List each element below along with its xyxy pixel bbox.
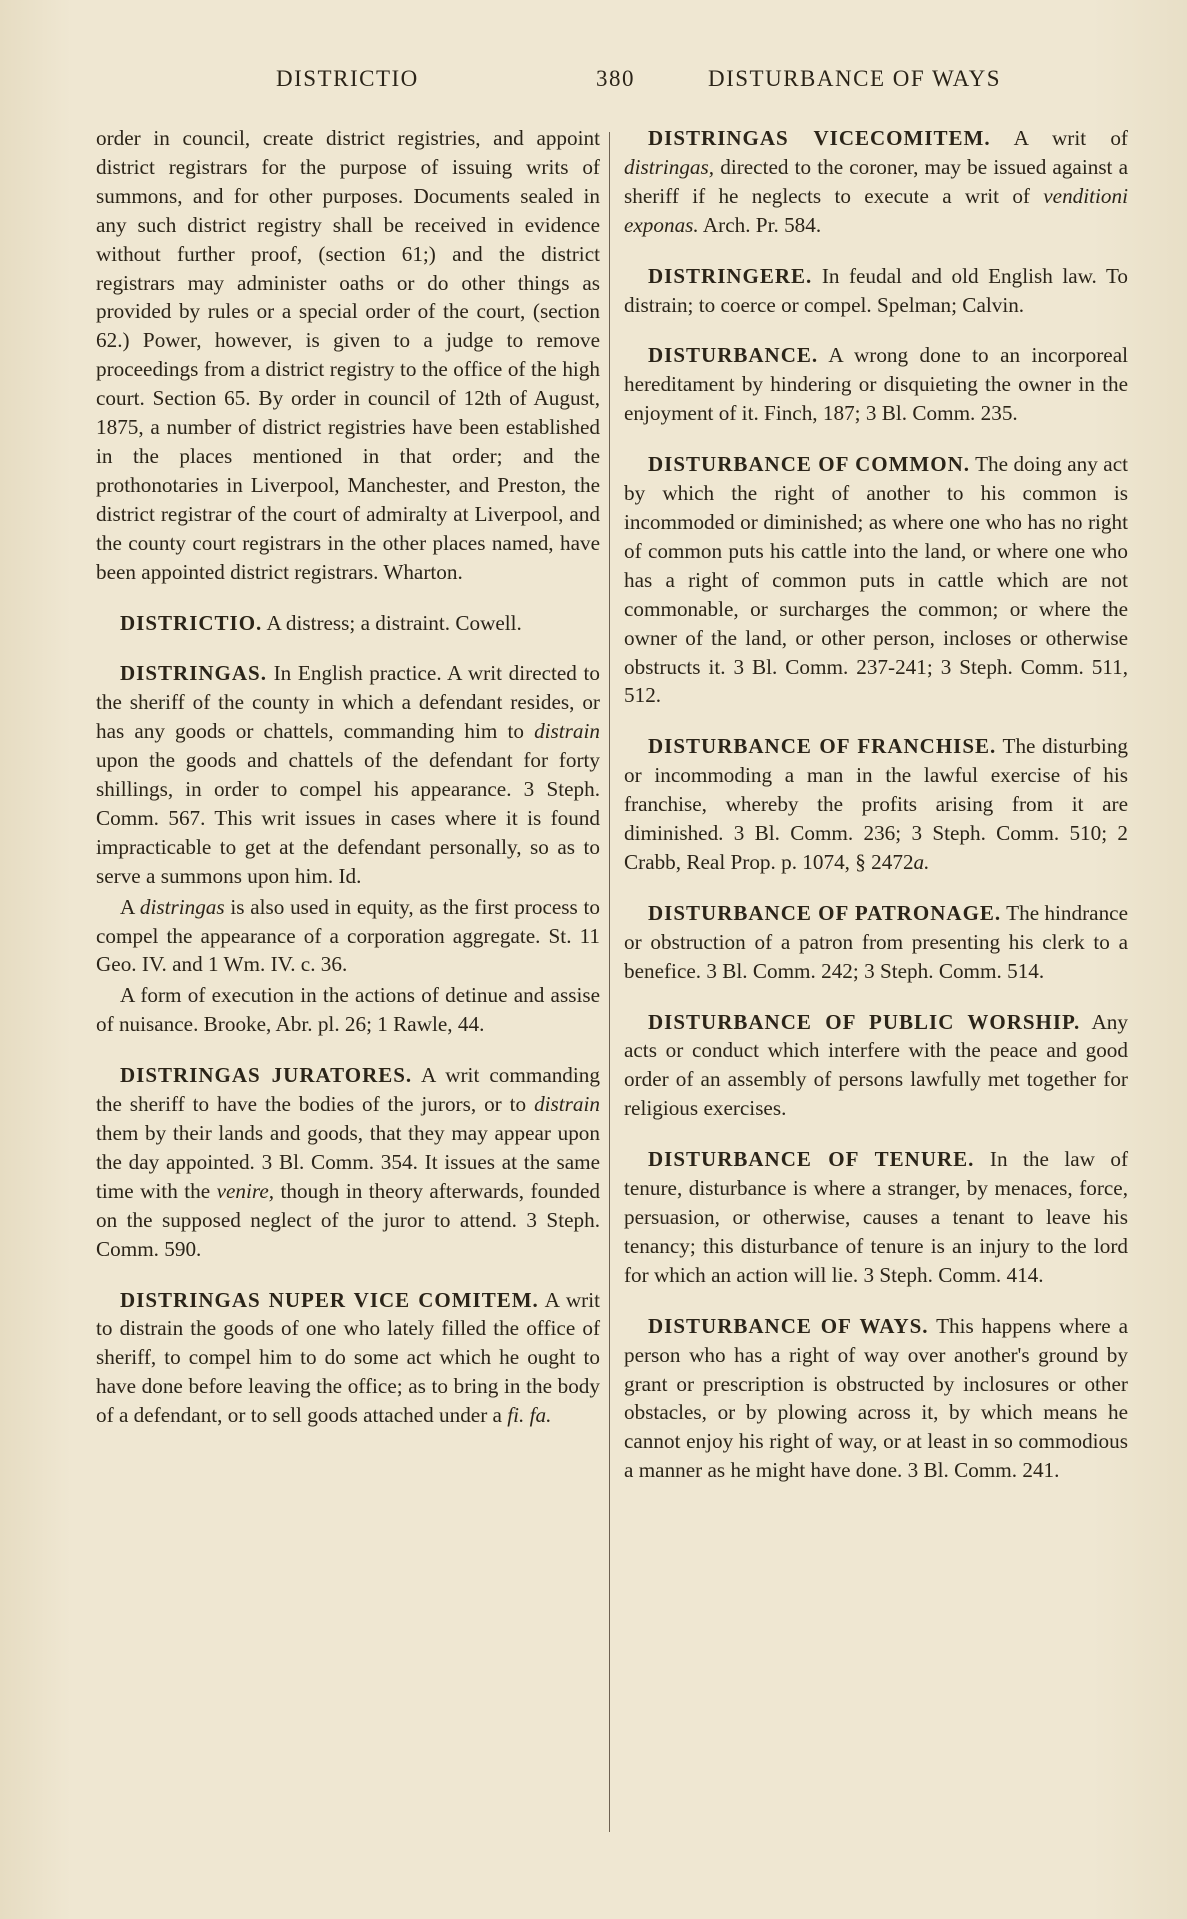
- entry-italic: distrain: [534, 1092, 600, 1117]
- entry-disturbance-of-franchise: [624, 732, 1128, 877]
- continued-paragraph: order in council, create district registries, and appoint district registrars for the purpose of issuing writs of summons, and for other purposes. Documents sealed in any such district registry shall be received in evidence without further proof, (section 61;) and the district registrars may administer oaths or do other things as provided by rules or a special order of the court, (section 62.) Power, however, is given to a judge to remove proceedings from a district registry to the office of the high court. Section 65. By order in council of 12th of August, 1875, a number of district registries have been established in the places mentioned in that order; and the prothonotaries in Liverpool, Manchester, and Preston, the district registrar of the court of admiralty at Liverpool, and the county court registrars in the other places named, have been appointed district registrars. Wharton.: [96, 126, 600, 584]
- entry-definition-cont: though in theory afterwards, founded on the supposed neglect of the juror to attend. 3 Steph. Comm. 590.: [96, 1178, 600, 1261]
- entry-italic: distringas: [139, 894, 225, 919]
- entry-definition: In the law of tenure, disturbance is where a stranger, by menaces, force, persuasion, or otherwise, causes a tenant to leave his tenancy; this disturbance of tenure is an injury to the lord for which an action will lie. 3 Steph. Comm. 414.: [624, 1147, 1129, 1287]
- entry-definition: Any acts or conduct which interfere with the peace and good order of an assembly of persons lawfully met together for religious exercises.: [624, 1009, 1128, 1121]
- entry-definition: A writ commanding the sheriff to have the bodies of the jurors, or to: [96, 1063, 600, 1117]
- entry-definition: The hindrance or obstruction of a patron from presenting his clerk to a benefice. 3 Bl. Comm. 242; 3 Steph. Comm. 514.: [624, 900, 1128, 983]
- entry-definition: A distress; a distraint. Cowell.: [266, 610, 522, 635]
- entry-disturbance-of-common: [624, 450, 1128, 710]
- running-header: [0, 66, 1187, 106]
- entry-distringas-nuper-vice-comitem: [96, 1286, 600, 1431]
- entry-term: DISTRINGAS.: [120, 661, 267, 686]
- entry-italic: venire,: [216, 1178, 275, 1203]
- entry-italic: distringas,: [624, 154, 715, 179]
- entry-definition-cont: Arch. Pr. 584.: [698, 212, 822, 237]
- page-number: 380: [596, 66, 635, 91]
- sub-paragraph-cont: is also used in equity, as the first process to compel the appearance of a corporation aggregate. St. 11 Geo. IV. and 1 Wm. IV. c. 36.: [96, 894, 600, 977]
- entry-term: DISTURBANCE OF WAYS.: [648, 1313, 929, 1338]
- entry-term: DISTURBANCE OF FRANCHISE.: [648, 734, 997, 759]
- entry-term: DISTRINGAS JURATORES.: [120, 1063, 413, 1088]
- entry-italic: a.: [913, 849, 930, 874]
- entry-definition: In English practice. A writ directed to the sheriff of the county in which a defendant resides, or has any goods or chattels, commanding him to: [96, 661, 601, 744]
- entry-distringas-juratores: [96, 1061, 600, 1263]
- entry-disturbance-of-public-worship: [624, 1008, 1128, 1124]
- entry-term: DISTURBANCE OF COMMON.: [648, 452, 970, 477]
- left-column: [96, 124, 600, 1452]
- entry-definition-cont: upon the goods and chattels of the defendant for forty shillings, in order to compel his appearance. 3 Steph. Comm. 567. This writ issues in cases where it is found impracticable to get at the defendant personally, so as to serve a summons upon him. Id.: [96, 748, 600, 888]
- column-divider: [609, 132, 610, 1832]
- entry-definition-cont: directed to the coroner, may be issued against a sheriff if he neglects to execute a writ of: [624, 154, 1128, 208]
- entry-italic: fi. fa.: [507, 1403, 552, 1428]
- header-right-guide-word: DISTURBANCE OF WAYS: [708, 66, 1002, 91]
- entry-disturbance-of-patronage: [624, 899, 1128, 986]
- entry-disturbance: [624, 341, 1128, 428]
- entry-definition: The disturbing or incommoding a man in the lawful exercise of his franchise, whereby the profits arising from it are diminished. 3 Bl. Comm. 236; 3 Steph. Comm. 510; 2 Crabb, Real Prop. p. 1074, § 2472: [624, 734, 1128, 874]
- entry-distringas: [96, 659, 600, 1039]
- entry-definition: The doing any act by which the right of another to his common is incommoded or diminished; as where one who has no right of common puts his cattle into the land, or where one who has a right of common puts in cattle which are not commonable, or surcharges the common; or where the owner of the land, or other person, incloses or otherwise obstructs it. 3 Bl. Comm. 237-241; 3 Steph. Comm. 511, 512.: [624, 452, 1128, 708]
- entry-italic: venditioni exponas.: [624, 183, 1128, 237]
- entry-districtio: [96, 609, 600, 638]
- right-column: [624, 124, 1128, 1507]
- entry-term: DISTURBANCE.: [648, 343, 819, 368]
- entry-definition: This happens where a person who has a right of way over another's ground by grant or prescription is obstructed by inclosures or other obstacles, or by plowing across it, by which means he cannot enjoy his right of way, or at least in so commodious a manner as he might have done. 3 Bl. Comm. 241.: [624, 1313, 1129, 1483]
- header-left-guide-word: DISTRICTIO: [276, 66, 419, 91]
- entry-term: DISTURBANCE OF TENURE.: [648, 1147, 975, 1172]
- entry-term: DISTRICTIO.: [120, 610, 263, 635]
- entry-distringere: [624, 262, 1128, 320]
- entry-distringas-vicecomitem: [624, 124, 1128, 240]
- entry-definition: A writ of: [1013, 126, 1128, 150]
- entry-definition: A wrong done to an incorporeal hereditament by hindering or disquieting the owner in the enjoyment of it. Finch, 187; 3 Bl. Comm. 235.: [624, 343, 1128, 426]
- entry-definition-cont: them by their lands and goods, that they may appear upon the day appointed. 3 Bl. Comm. 354. It issues at the same time with the: [96, 1121, 600, 1203]
- entry-term: DISTRINGAS NUPER VICE COMITEM.: [120, 1287, 539, 1312]
- entry-term: DISTURBANCE OF PUBLIC WORSHIP.: [648, 1009, 1081, 1034]
- entry-term: DISTURBANCE OF PATRONAGE.: [648, 900, 1002, 925]
- entry-definition: In feudal and old English law. To distrain; to coerce or compel. Spelman; Calvin.: [624, 263, 1129, 317]
- entry-disturbance-of-tenure: [624, 1145, 1128, 1290]
- entry-term: DISTRINGAS VICECOMITEM.: [648, 126, 991, 150]
- entry-disturbance-of-ways: [624, 1312, 1128, 1485]
- entry-definition: A writ to distrain the goods of one who lately filled the office of sheriff, to compel him to do some act which he ought to have done before leaving the office; as to bring in the body of a defendant, or to sell goods attached under a: [96, 1287, 600, 1428]
- sub-paragraph: A: [120, 894, 140, 919]
- sub-paragraph: A form of execution in the actions of detinue and assise of nuisance. Brooke, Abr. pl. 26; 1 Rawle, 44.: [96, 983, 600, 1037]
- entry-italic: distrain: [534, 719, 600, 744]
- entry-term: DISTRINGERE.: [648, 263, 813, 288]
